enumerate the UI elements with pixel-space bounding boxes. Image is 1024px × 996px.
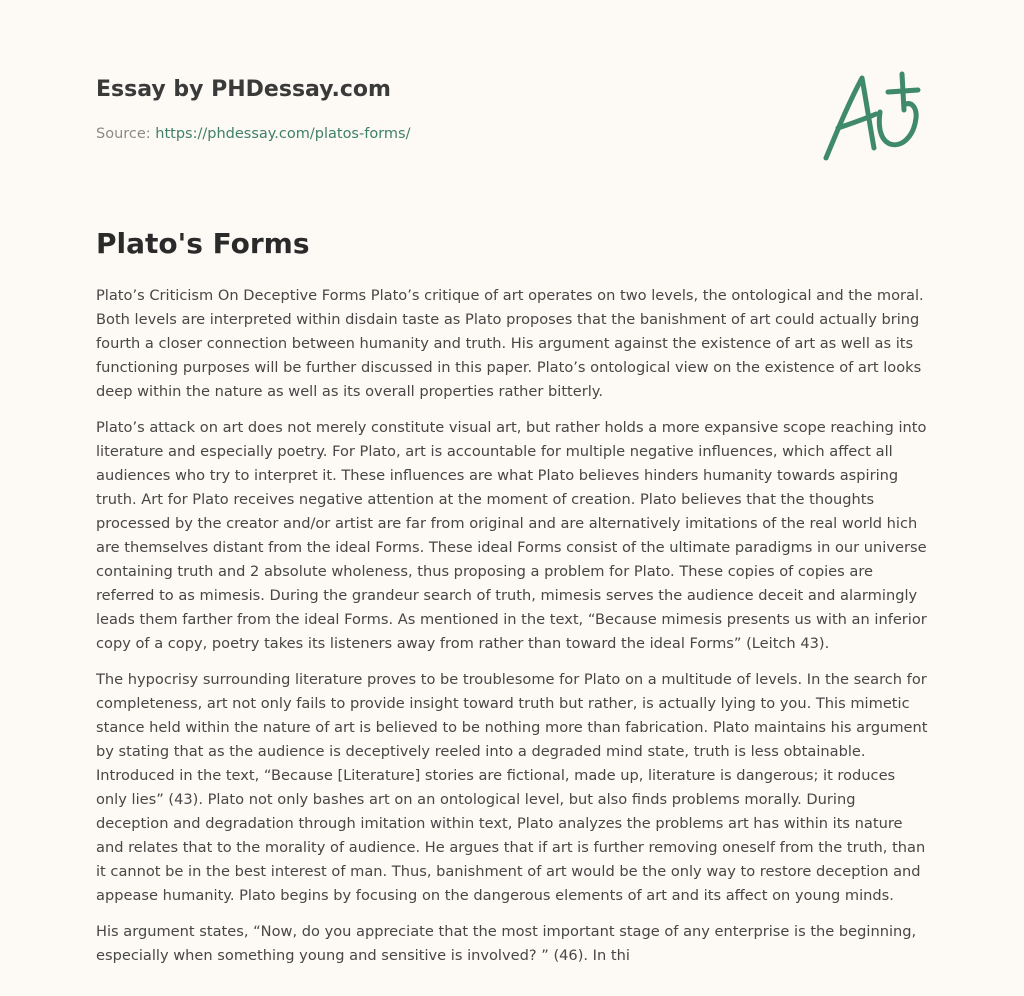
essay-paragraph: Plato’s attack on art does not merely constitute visual art, but rather holds a more expansive scope reaching into literature and especially poetry. For Plato, art is accountable for multiple negative influences, which affect all audiences who try to interpret it. These influences are what Plato believes hinders humanity towards aspiring truth. Art for Plato receives negative attention at the moment of creation. Plato believes that the thoughts processed by the creator and/or artist are far from original and are alternatively imitations of the real world hich are themselves distant from the ideal Forms. These ideal Forms consist of the ultimate paradigms in our universe containing truth and 2 absolute wholeness, thus proposing a problem for Plato. These copies of copies are referred to as mimesis. During the grandeur search of truth, mimesis serves the audience deceit and alarmingly leads them farther from the ideal Forms. As mentioned in the text, “Because mimesis presents us with an inferior copy of a copy, poetry takes its listeners away from rather than toward the ideal Forms” (Leitch 43).: [96, 419, 927, 652]
site-title: Essay by PHDessay.com: [96, 77, 391, 102]
source-line: [96, 124, 410, 144]
essay-page: [96, 0, 928, 996]
essay-paragraph: The hypocrisy surrounding literature proves to be troublesome for Plato on a multitude of levels. In the search for completeness, art not only fails to provide insight toward truth but rather, is actually lying to you. This mimetic stance held within the nature of art is believed to be nothing more than fabrication. Plato maintains his argument by stating that as the audience is deceptively reeled into a degraded mind state, truth is less obtainable. Introduced in the text, “Because [Literature] stories are fictional, made up, literature is dangerous; it roduces only lies” (43). Plato not only bashes art on an ontological level, but also finds problems morally. During deception and degradation through imitation within text, Plato analyzes the problems art has within its nature and relates that to the morality of audience. He argues that if art is further removing oneself from the truth, than it cannot be in the best interest of man. Thus, banishment of art would be the only way to restore deception and appease humanity. Plato begins by focusing on the dangerous elements of art and its affect on young minds.: [96, 671, 928, 904]
a-plus-icon: [822, 70, 928, 162]
essay-body: [96, 284, 928, 980]
essay-paragraph: Plato’s Criticism On Deceptive Forms Plato’s critique of art operates on two levels, the ontological and the moral. Both levels are interpreted within disdain taste as Plato proposes that the banishment of art could actually bring fourth a closer connection between humanity and truth. His argument against the existence of art as well as its functioning purposes will be further discussed in this paper. Plato’s ontological view on the existence of art looks deep within the nature as well as its overall properties rather bitterly.: [96, 287, 924, 400]
essay-paragraph: His argument states, “Now, do you appreciate that the most important stage of any enterprise is the beginning, especially when something young and sensitive is involved? ” (46). In thi: [96, 923, 917, 964]
source-label: Source:: [96, 126, 156, 142]
essay-title: Plato's Forms: [96, 227, 310, 260]
source-link[interactable]: https://phdessay.com/platos-forms/: [155, 126, 411, 142]
page-header: [96, 76, 928, 176]
